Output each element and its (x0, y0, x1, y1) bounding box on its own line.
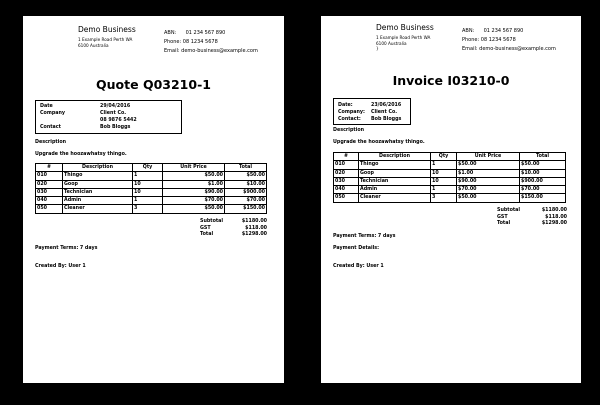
business-name: Demo Business (376, 23, 434, 32)
cell: $70.00 (225, 197, 267, 205)
quote-items-table (35, 163, 267, 214)
cell: Cleaner (359, 194, 431, 202)
cell: 10 (431, 169, 457, 177)
table-row (334, 194, 566, 202)
cell: Admin (63, 197, 133, 205)
cell: $900.00 (520, 177, 566, 185)
cell: 1 (133, 197, 163, 205)
cell: 020 (36, 180, 63, 188)
invoice-totals (497, 208, 567, 228)
abn-label: ABN: (164, 30, 177, 36)
total-value: $1298.00 (541, 221, 567, 226)
invoice-title: Invoice I03210-0 (392, 73, 510, 88)
quote-title: Quote Q03210-1 (96, 77, 211, 92)
cell: Thingo (63, 172, 133, 180)
payment-terms: Payment Terms: 7 days (35, 246, 98, 251)
cell: $1.00 (457, 169, 520, 177)
cell: $70.00 (520, 186, 566, 194)
phone-label: Phone: (462, 37, 480, 43)
phone-label: Phone: (164, 39, 182, 45)
cell: Goop (359, 169, 431, 177)
invoice-page (321, 16, 581, 383)
date-label: Date: (338, 103, 353, 108)
table-row (334, 161, 566, 169)
table-row (36, 172, 267, 180)
cell: 050 (36, 205, 63, 213)
cell: $50.00 (457, 161, 520, 169)
col-qty: Qty (133, 164, 163, 172)
cell: 020 (334, 169, 359, 177)
col-description: Description (359, 153, 431, 161)
payment-details: Payment Details: (333, 246, 380, 251)
abn-label: ABN: (462, 28, 475, 34)
business-name: Demo Business (78, 25, 136, 34)
abn-value: 01 234 567 890 (185, 30, 226, 36)
description-label: Description (333, 128, 365, 133)
table-row (36, 197, 267, 205)
subtotal-label: Subtotal (497, 208, 521, 213)
company-value: Client Co. (100, 111, 127, 116)
invoice-info-box (333, 98, 411, 125)
cell: 030 (36, 188, 63, 196)
payment-terms: Payment Terms: 7 days (333, 234, 396, 239)
cell: 030 (334, 177, 359, 185)
description-text: Upgrade the hoozawhatsy thingo. (333, 140, 425, 145)
cell: 10 (431, 177, 457, 185)
table-header-row (334, 153, 566, 161)
business-address: 1 Example Road Perth WA 6100 Australia } (376, 35, 431, 52)
date-label: Date (40, 104, 53, 109)
address-line-2: 6100 Australia (78, 42, 109, 48)
col-qty: Qty (431, 153, 457, 161)
gst-label: GST (200, 225, 211, 231)
cell: $150.00 (225, 205, 267, 213)
created-by: Created By: User 1 (333, 264, 384, 269)
total-label: Total (497, 221, 511, 226)
cell: $50.00 (225, 172, 267, 180)
gst-label: GST (497, 214, 508, 220)
table-row (36, 180, 267, 188)
email-label: Email: (164, 48, 180, 54)
cell: 10 (133, 180, 163, 188)
invoice-items-table (333, 152, 566, 203)
total-value: $1298.00 (241, 232, 267, 237)
email-label: Email: (462, 46, 478, 52)
phone-value: 08 1234 5678 (480, 37, 516, 43)
company-value: Client Co. (371, 110, 398, 115)
company-label: Company (40, 111, 66, 116)
table-row (334, 186, 566, 194)
cell: $50.00 (163, 205, 225, 213)
address-line-2: 6100 Australia (376, 40, 407, 46)
cell: $150.00 (520, 194, 566, 202)
total-label: Total (200, 232, 214, 237)
col-total: Total (225, 164, 267, 172)
cell: 010 (36, 172, 63, 180)
cell: $90.00 (163, 188, 225, 196)
cell: 010 (334, 161, 359, 169)
cell: $90.00 (457, 177, 520, 185)
description-label: Description (35, 140, 67, 145)
cell: $1.00 (163, 180, 225, 188)
col-unit-price: Unit Price (163, 164, 225, 172)
created-by: Created By: User 1 (35, 264, 86, 269)
cell: 050 (334, 194, 359, 202)
cell: Goop (63, 180, 133, 188)
cell: $10.00 (520, 169, 566, 177)
gst-value: $118.00 (545, 214, 567, 220)
cell: $50.00 (457, 194, 520, 202)
date-value: 23/06/2016 (371, 103, 402, 108)
business-address (78, 37, 132, 48)
contact-label: Contact (40, 125, 61, 130)
cell: $10.00 (225, 180, 267, 188)
cell: 1 (133, 172, 163, 180)
col-total: Total (520, 153, 566, 161)
quote-info-box (35, 100, 182, 134)
contact-label: Contact: (338, 117, 361, 122)
cell: $900.00 (225, 188, 267, 196)
cell: $50.00 (520, 161, 566, 169)
table-row (36, 188, 267, 196)
email-value: demo-business@example.com (479, 46, 556, 52)
cell: $50.00 (163, 172, 225, 180)
cell: Technician (359, 177, 431, 185)
quote-totals (200, 219, 267, 239)
contact-value: Bob Bloggs (371, 117, 402, 122)
col-number: # (36, 164, 63, 172)
cell: 10 (133, 188, 163, 196)
cell: Cleaner (63, 205, 133, 213)
cell: 040 (334, 186, 359, 194)
company-label: Company: (338, 110, 365, 115)
subtotal-value: $1180.00 (241, 219, 267, 224)
table-row (334, 169, 566, 177)
phone-value: 08 1234 5678 (182, 39, 218, 45)
cell: Thingo (359, 161, 431, 169)
col-unit-price: Unit Price (457, 153, 520, 161)
cell: Admin (359, 186, 431, 194)
subtotal-value: $1180.00 (541, 208, 567, 213)
date-value: 29/04/2016 (100, 104, 131, 109)
cell: 1 (431, 161, 457, 169)
quote-page (23, 16, 284, 383)
business-contact (462, 27, 556, 54)
table-row (334, 177, 566, 185)
cell: 3 (431, 194, 457, 202)
cell: 1 (431, 186, 457, 194)
col-description: Description (63, 164, 133, 172)
subtotal-label: Subtotal (200, 219, 224, 224)
cell: 3 (133, 205, 163, 213)
business-contact (164, 29, 258, 56)
gst-value: $118.00 (245, 225, 267, 231)
address-line-1: 1 Example Road Perth WA (78, 37, 133, 42)
table-header-row (36, 164, 267, 172)
email-value: demo-business@example.com (181, 48, 258, 54)
table-row (36, 205, 267, 213)
company-phone: 08 9876 5442 (100, 118, 137, 123)
abn-value: 01 234 567 890 (483, 28, 524, 34)
col-number: # (334, 153, 359, 161)
cell: Technician (63, 188, 133, 196)
description-text: Upgrade the hoozawhatsy thingo. (35, 152, 127, 157)
contact-value: Bob Bloggs (100, 125, 131, 130)
address-line-1: 1 Example Road Perth WA (376, 35, 431, 40)
cell: $70.00 (163, 197, 225, 205)
cell: 040 (36, 197, 63, 205)
cell: $70.00 (457, 186, 520, 194)
